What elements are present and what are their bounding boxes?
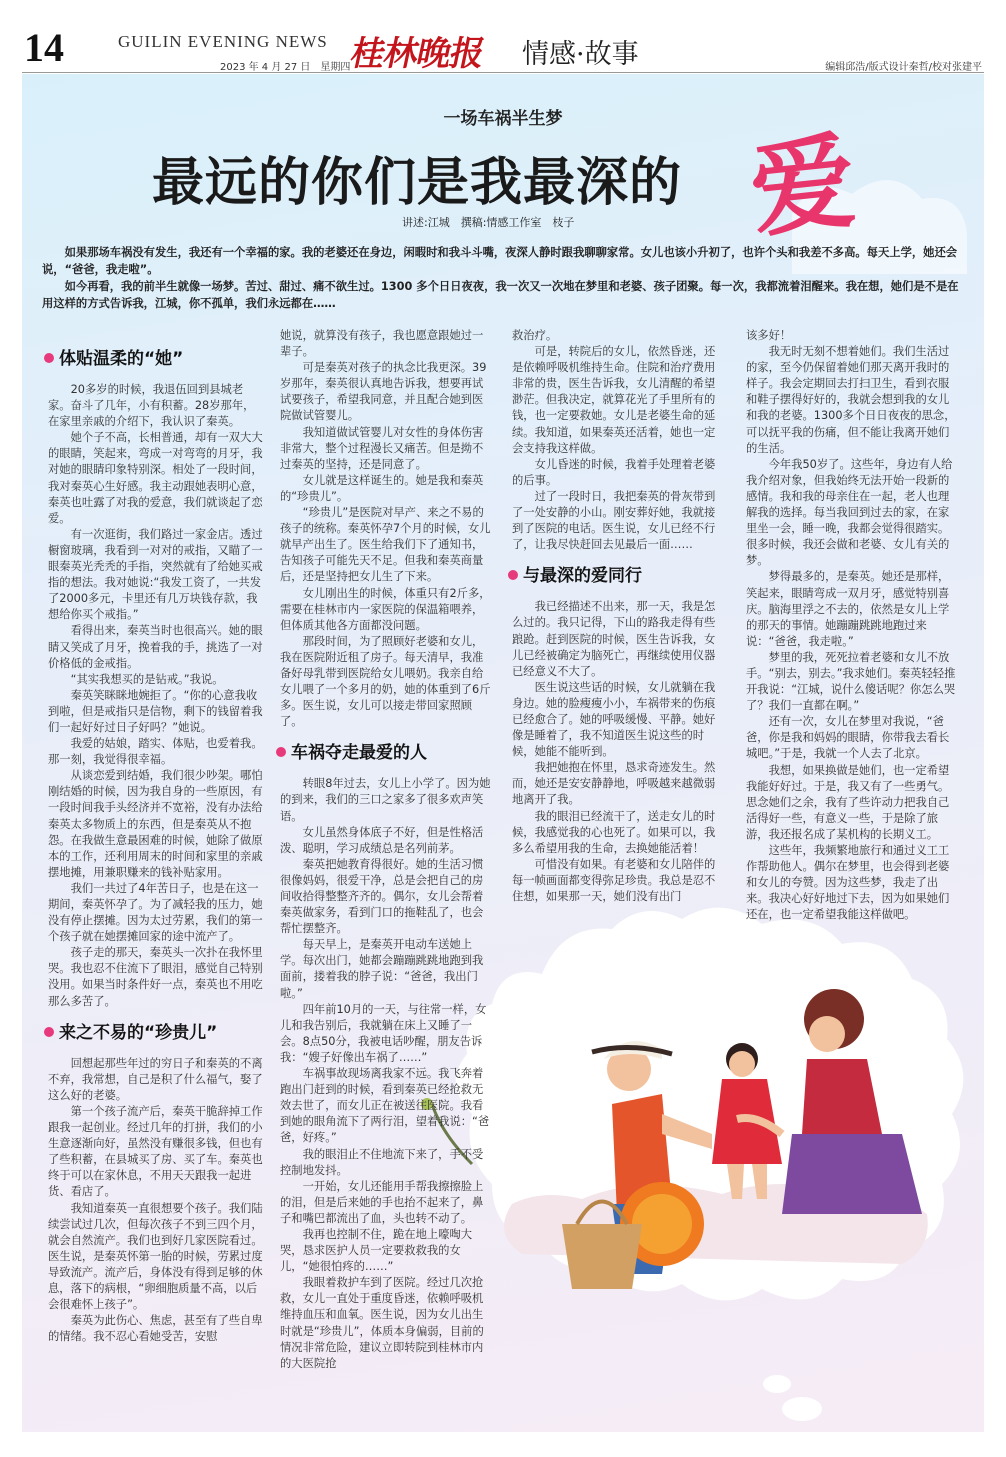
paragraph: 这些年，我频繁地旅行和通过义工工作帮助他人。偶尔在梦里，也会得到老婆和女儿的夸赞。因为这些梦，我走了出来。我决心好好地过下去，因为如果她们还在，也一定希望我能这样做吧。 — [746, 844, 950, 922]
paragraph: 一开始，女儿还能用手帮我擦擦脸上的泪，但是后来她的手也抬不起来了，鼻子和嘴巴都流出了血，头也转不动了。 — [280, 1179, 484, 1225]
intro-paragraph: 如今再看，我的前半生就像一场梦。苦过、甜过、痛不欲生过。1300 多个日日夜夜，我一次又一次地在梦里和老婆、孩子团聚。每一次，我都流着泪醒来。我在想，她们是不是在用这样的方式告诉我，江城，你不孤单，我们永远都在…… — [42, 280, 959, 310]
article-headline: 最远的你们是我最深的 — [152, 153, 683, 213]
column-3 — [512, 328, 726, 905]
paragraph: 那段时间，为了照顾好老婆和女儿，我在医院附近租了房子。每天清早，我准备好母乳带到医院给女儿喂奶。我亲自给女儿喂了一个多月的奶，她的体重到了6斤多。医生说，女儿可以接走带回家照顾了。 — [280, 634, 491, 729]
paragraph: 我再也控制不住，跪在地上嚎啕大哭，恳求医护人员一定要救救我的女儿，“她很怕疼的……” — [280, 1227, 473, 1274]
masthead — [22, 22, 984, 73]
paragraph: 我想，如果换做是她们，也一定希望我能好好过。于是，我又有了一些勇气。思念她们之余，我有了些许动力把我自己活得好一些，有意义一些，于是除了旅游，我还报名成了某机构的长期义工。 — [746, 763, 950, 841]
paragraph: 今年我50岁了。这些年，身边有人给我介绍对象，但我始终无法开始一段新的感情。我和我的母亲住在一起，老人也理解我的选择。每当我回到过去的家，在家里坐一会，睡一晚，我都会觉得很踏实。很多时候，我还会做和老婆、女儿有关的梦。 — [746, 457, 953, 568]
paragraph: 我的眼泪已经流干了，送走女儿的时候，我感觉我的心也死了。如果可以，我多么希望用我的生命，去换她能活着！ — [512, 809, 716, 855]
paragraph: 我已经描述不出来，那一天，我是怎么过的。我只记得，下山的路我走得有些踉跄。赶到医院的时候，医生告诉我，女儿已经被确定为脑死亡，再继续使用仪器已经意义不大了。 — [512, 600, 716, 678]
bullet-dot-icon — [508, 570, 518, 580]
paragraph: 可是秦英对孩子的执念比我更深。39岁那年，秦英很认真地告诉我，想要再试试要孩子，希望我同意，并且配合她到医院做试管婴儿。 — [280, 361, 487, 423]
paragraph: 她说，就算没有孩子，我也愿意跟她过一辈子。 — [280, 329, 484, 359]
subheading: 与最深的爱同行 — [508, 565, 726, 587]
column-2 — [280, 328, 494, 1372]
paragraph: 孩子走的那天，秦英头一次扑在我怀里哭。我也忍不住流下了眼泪，感觉自己特别没用。如果当时条件好一点，秦英也不用吃那么多苦了。 — [48, 946, 263, 1008]
paragraph: 回想起那些年过的穷日子和秦英的不离不弃，我常想，自己是积了什么福气，娶了这么好的老婆。 — [48, 1056, 263, 1102]
intro-paragraph: 如果那场车祸没有发生，我还有一个幸福的家。我的老婆还在身边，闲暇时和我斗斗嘴，夜深人静时跟我聊聊家常。女儿也该小升初了，也许个头和我差不多高。每天上学，她还会说，“爸爸，我走啦”。 — [42, 246, 958, 276]
issue-date: 2023 年 4 月 27 日 星期四 — [220, 62, 351, 73]
paragraph: 梦得最多的，是秦英。她还是那样，笑起来，眼睛弯成一双月牙，感觉特别喜庆。脑海里浮之不去的，依然是女儿上学的那天的事情。她蹦蹦跳跳地跑过来说：“爸爸，我走啦。” — [746, 570, 950, 648]
paragraph: 秦英笑眯眯地婉拒了。“你的心意我收到啦，但是戒指只是信物，剩下的钱留着我们一起好好过日子好吗？”她说。 — [48, 688, 263, 734]
paper-name-english: GUILIN EVENING NEWS — [118, 32, 328, 51]
subheading: 体贴温柔的“她” — [44, 348, 263, 370]
paragraph: 转眼8年过去，女儿上小学了。因为她的到来，我们的三口之家多了很多欢声笑语。 — [280, 777, 491, 823]
paragraph: 我们一共过了4年苦日子，也是在这一期间，秦英怀孕了。为了减轻我的压力，她没有停止摆摊。因为太过劳累，我们的第一个孩子就在她摆摊回家的途中流产了。 — [48, 881, 263, 944]
paragraph: 女儿虽然身体底子不好，但是性格活泼、聪明，学习成绩总是名列前茅。 — [280, 825, 484, 855]
paragraph: 我知道秦英一直很想要个孩子。我们陆续尝试过几次，但每次孩子不到三四个月，就会自然流产。我们也到好几家医院看过。医生说，是秦英怀第一胎的时候，劳累过度导致流产。流产后，身体没有得到足够的休息，落下的病根，“卵细胞质量不高，以后会很难怀上孩子”。 — [48, 1201, 263, 1312]
article-kicker: 一场车祸半生梦 — [443, 109, 563, 129]
bullet-dot-icon — [44, 1027, 54, 1037]
paragraph: 女儿刚出生的时候，体重只有2斤多，需要在桂林市内一家医院的保温箱喂养，但体质其他各方面都没问题。 — [280, 586, 491, 632]
paragraph: 女儿昏迷的时候，我着手处理着老婆的后事。 — [512, 457, 716, 487]
paragraph: 我无时无刻不想着她们。我们生活过的家，至今仍保留着她们那天离开我时的样子。我会定期回去打扫卫生，看到衣服和鞋子摆得好好的，我就会想到我的女儿和我的老婆。1300多个日日夜夜的思念，可以抚平我的伤痛，但不能让我离开她们的生活。 — [746, 345, 956, 455]
paragraph: 可惜没有如果。有老婆和女儿陪伴的每一帧画面都变得弥足珍贵。我总是忍不住想，如果那一天，她们没有出门 — [512, 857, 716, 903]
paragraph: 四年前10月的一天，与往常一样，女儿和我告别后，我就躺在床上又睡了一会。8点50分，我被电话吵醒，朋友告诉我：“嫂子好像出车祸了……” — [280, 1002, 487, 1064]
article-panel — [22, 74, 984, 1432]
newspaper-logo: 桂林晚报 — [347, 34, 488, 74]
bullet-dot-icon — [276, 747, 286, 757]
paragraph: 我眼着救护车到了医院。经过几次抢救，女儿一直处于重度昏迷，依赖呼吸机维持血压和血氧。医生说，因为女儿出生时就是“珍贵儿”，体质本身偏弱，目前的情况非常危险，建议立即转院到桂林市内的大医院抢 — [280, 1276, 484, 1370]
paragraph: 20多岁的时候，我退伍回到县城老家。奋斗了几年，小有积蓄。28岁那年，在家里亲戚的介绍下，我认识了秦英。 — [48, 383, 255, 429]
paragraph: 我把她抱在怀里，恳求奇迹发生。然而，她还是安安静静地，呼吸越来越微弱地离开了我。 — [512, 761, 716, 807]
paragraph: 秦英把她教育得很好。她的生活习惯很像妈妈，很爱干净，总是会把自己的房间收拾得整整齐齐的。偶尔，女儿会帮着秦英做家务，看到门口的拖鞋乱了，也会帮忙摆整齐。 — [280, 857, 484, 936]
paragraph: “其实我想买的是钻戒。”我说。 — [70, 672, 224, 686]
paragraph: 从谈恋爱到结婚，我们很少吵架。哪怕刚结婚的时候，因为我自身的一些原因，有一段时间我手头经济并不宽裕，没有办法给秦英太多物质上的东西，但是秦英从不抱怨。在我做生意最困难的时候，她除了做原本的工作，还利用周末的时间和家里的亲戚摆地摊，用兼职赚来的钱补贴家用。 — [48, 769, 263, 879]
column-4 — [746, 328, 960, 923]
paragraph: 秦英为此伤心、焦虑，甚至有了些自卑的情绪。我不忍心看她受苦，安慰 — [48, 1314, 263, 1344]
paragraph: “珍贵儿”是医院对早产、来之不易的孩子的统称。秦英怀孕7个月的时候，女儿就早产出生了。医生给我们下了通知书，告知孩子可能先天不足。但我和秦英商量后，还是坚持把女儿生了下来。 — [280, 506, 491, 584]
headline-accent: 爱 — [744, 118, 862, 253]
paragraph: 还有一次，女儿在梦里对我说，“爸爸，你是我和妈妈的眼睛，你带我去看长城吧。”于是，我就一个人去了北京。 — [746, 715, 950, 761]
paragraph: 该多好！ — [746, 329, 792, 342]
paragraph: 我知道做试管婴儿对女性的身体伤害非常大，整个过程漫长又痛苦。但是拗不过秦英的坚持，还是同意了。 — [280, 425, 484, 471]
paragraph: 过了一段时日，我把秦英的骨灰带到了一处安静的小山。刚安葬好她，我就接到了医院的电话。医生说，女儿已经不行了，让我尽快赶回去见最后一面…… — [512, 489, 716, 552]
article-intro — [42, 244, 967, 312]
paragraph: 医生说这些话的时候，女儿就躺在我身边。她的脸瘦瘦小小，车祸带来的伤痕已经愈合了。她的呼吸缓慢、平静。她好像是睡着了，我不知道医生说这些的时候，她能不能听到。 — [512, 680, 716, 759]
paragraph: 有一次逛街，我们路过一家金店。透过橱窗玻璃，我看到一对对的戒指，又瞄了一眼秦英光秃秃的手指，突然就有了给她买戒指的想法。我对她说:“我发工资了，一共发了2000多元，卡里还有几万块钱存款，我想给你买个戒指。” — [48, 527, 263, 622]
subheading: 车祸夺走最爱的人 — [276, 742, 494, 764]
section-title: 情感·故事 — [522, 39, 639, 70]
paragraph: 每天早上，是秦英开电动车送她上学。每次出门，她都会蹦蹦跳跳地跑到我面前，搂着我的脖子说：“爸爸，我出门啦。” — [280, 938, 484, 1000]
paragraph: 梦里的我，死死拉着老婆和女儿不放手。“别去，别去。”我求她们。秦英轻轻推开我说：“江城，说什么傻话呢？你怎么哭了？我们一直都在啊。” — [746, 650, 956, 713]
paragraph: 我的眼泪止不住地流下来了，手不受控制地发抖。 — [280, 1147, 484, 1177]
paragraph: 可是，转院后的女儿，依然昏迷，还是依赖呼吸机维持生命。住院和治疗费用非常的贵，医生告诉我，女儿清醒的希望渺茫。但我决定，就算花光了手里所有的钱，也一定要救她。女儿是老婆生命的延续。我知道，如果秦英还活着，她也一定会支持我这样做。 — [512, 345, 716, 455]
page-number: 14 — [24, 25, 64, 70]
paragraph: 看得出来，秦英当时也很高兴。她的眼睛又笑成了月牙，挽着我的手，挑选了一对价格低的金戒指。 — [48, 624, 263, 670]
bullet-dot-icon — [44, 353, 54, 363]
paragraph: 救治疗。 — [512, 329, 558, 342]
paragraph: 女儿就是这样诞生的。她是我和秦英的“珍贵儿”。 — [280, 473, 484, 503]
paragraph: 第一个孩子流产后，秦英干脆辞掉工作跟我一起创业。经过几年的打拼，我们的小生意逐渐向好，虽然没有赚很多钱，但也有了些积蓄，在县城买了房、买了车。秦英也终于可以在家休息，不用天天跟我一起进货、看店了。 — [48, 1104, 263, 1199]
paragraph: 她个子不高，长相普通，却有一双大大的眼睛，笑起来，弯成一对弯弯的月牙，我对她的眼睛印象特别深。相处了一段时间，我对秦英心生好感。我主动跟她表明心意，秦英也吐露了对我的爱意，我们就谈起了恋爱。 — [48, 431, 263, 525]
paragraph: 我爱的姑娘，踏实、体贴，也爱着我。那一刻，我觉得很幸福。 — [48, 737, 263, 767]
editor-credits: 编辑邱浩/版式设计秦哲/校对张建平 — [825, 62, 982, 73]
column-1 — [48, 336, 263, 1345]
paragraph: 车祸事故现场离我家不远。我飞奔着跑出门赶到的时候，看到秦英已经抢救无效去世了，而女儿正在被送往医院。我看到她的眼角流下了两行泪，望着我说：“爸爸，好疼。” — [280, 1067, 490, 1145]
subheading: 来之不易的“珍贵儿” — [44, 1022, 263, 1044]
article-byline: 讲述:江城 撰稿:情感工作室 枝子 — [402, 216, 575, 229]
